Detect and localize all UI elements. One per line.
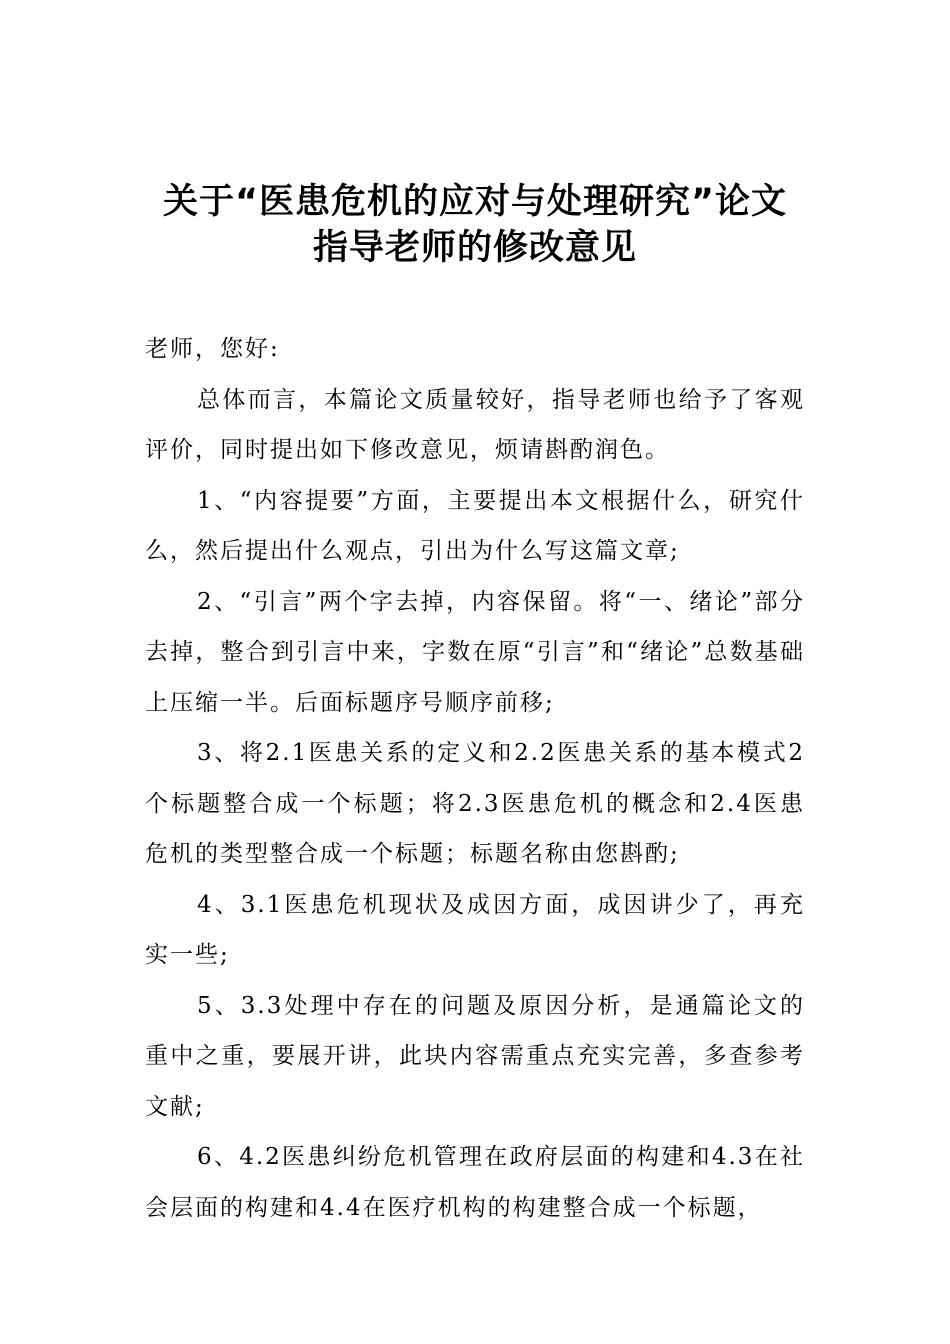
document-body bbox=[145, 324, 805, 1233]
paragraph-item-2: 2、“引言”两个字去掉，内容保留。将“一、绪论”部分去掉，整合到引言中来，字数在原“引言”和“绪论”总数基础上压缩一半。后面标题序号顺序前移; bbox=[145, 588, 805, 716]
paragraph-item-1: 1、“内容提要”方面，主要提出本文根据什么，研究什么，然后提出什么观点，引出为什么写这篇文章; bbox=[145, 487, 805, 564]
document-title-line-2: 指导老师的修改意见 bbox=[312, 228, 637, 268]
paragraph-item-3: 3、将2.1医患关系的定义和2.2医患关系的基本模式2个标题整合成一个标题；将2.3医患危机的概念和2.4医患危机的类型整合成一个标题；标题名称由您斟酌; bbox=[145, 740, 805, 867]
greeting: 老师，您好: bbox=[145, 336, 280, 362]
paragraph-item-5: 5、3.3处理中存在的问题及原因分析，是通篇论文的重中之重，要展开讲，此块内容需重点充实完善，多查参考文献; bbox=[145, 992, 805, 1120]
paragraph-overview: 总体而言，本篇论文质量较好，指导老师也给予了客观评价，同时提出如下修改意见，烦请斟酌润色。 bbox=[145, 386, 805, 463]
document-title-line-1: 关于“医患危机的应对与处理研究”论文 bbox=[162, 182, 787, 222]
paragraph-item-4: 4、3.1医患危机现状及成因方面，成因讲少了，再充实一些; bbox=[145, 891, 805, 968]
paragraph-item-6: 6、4.2医患纠纷危机管理在政府层面的构建和4.3在社会层面的构建和4.4在医疗机构的构建整合成一个标题， bbox=[145, 1144, 805, 1221]
